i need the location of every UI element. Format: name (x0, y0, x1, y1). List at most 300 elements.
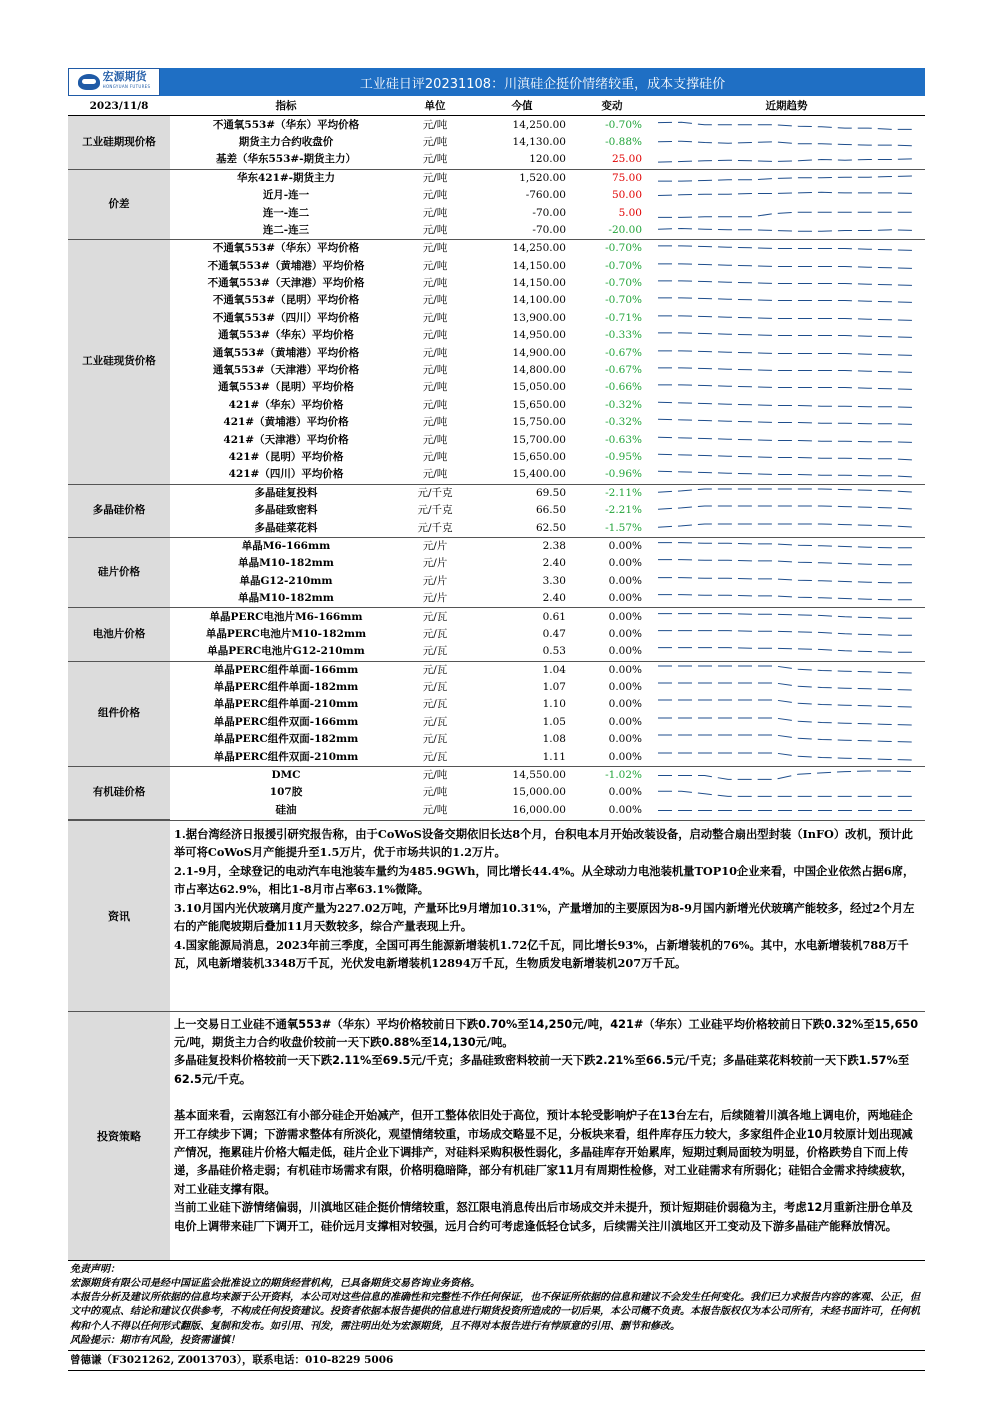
indicator-name: 不通氧553#（华东）平均价格 (170, 240, 402, 258)
unit-cell: 元/片 (422, 557, 448, 570)
value-cell: 1.07 (542, 681, 566, 694)
indicator-name: 单晶G12-210mm (239, 574, 333, 587)
indicator-name: 单晶M10-182mm (238, 592, 334, 605)
header-value: 今值 (468, 98, 576, 116)
trend-sparkline (648, 573, 925, 590)
value-cell: 15,050.00 (512, 381, 566, 394)
unit-cell: 元/片 (402, 537, 468, 555)
change-cell: 0.00% (608, 750, 642, 763)
table-row (68, 116, 925, 134)
value-cell: 2.38 (468, 537, 576, 555)
strategy-paragraph: 基本面来看，云南怒江有小部分硅企开始减产，但开工整体依旧处于高位，预计本轮受影响炉子在13台左右，后续随着川滇各地上调电价，两地硅企开工存续步下调；下游需求整体有所淡化，观望情绪较重，市场成交略显不足，分板块来看，组件库存压力较大，多家组件企业10月较原计划出现减产情况，拖累硅片价格大幅走低，硅片企业下调排产，对硅料采购积极性弱化，多晶硅库存开始累库，短期过剩局面较为明显，价格跌势自下而上传递，多晶硅价格走弱；有机硅市场需求有限，价格明稳暗降，部分有机硅厂家11月有周期性检修，对工业硅需求有所弱化；硅铝合金需求持续疲软，对工业硅支撑有限。 (174, 1109, 913, 1196)
unit-cell: 元/吨 (422, 468, 448, 481)
change-cell: 75.00 (576, 169, 648, 187)
unit-cell: 元/吨 (422, 294, 448, 307)
table-header-row (68, 98, 925, 116)
unit-cell: 元/吨 (422, 277, 448, 290)
trend-sparkline (648, 484, 925, 502)
table-row (68, 169, 925, 187)
table-row (68, 643, 925, 661)
change-cell: 0.00% (608, 803, 642, 816)
trend-line (658, 420, 915, 425)
unit-cell: 元/吨 (422, 329, 448, 342)
value-cell: 15,000.00 (512, 786, 566, 799)
indicator-name: 多晶硅致密料 (254, 504, 318, 517)
table-row (68, 696, 925, 713)
trend-sparkline (648, 169, 925, 187)
trend-sparkline (648, 661, 925, 679)
table-row (68, 802, 925, 819)
change-cell: 0.00% (608, 592, 642, 605)
unit-cell: 元/吨 (422, 451, 448, 463)
trend-line (658, 613, 915, 618)
table-row (68, 731, 925, 748)
analyst-contact: 曾德谦（F3021262, Z0013703），联系电话：010-8229 5006 (68, 1350, 925, 1371)
trend-line (658, 192, 915, 195)
trend-sparkline (648, 258, 925, 275)
indicator-name: 421#（昆明）平均价格 (228, 451, 344, 463)
category-label: 价差 (68, 169, 170, 240)
unit-cell: 元/片 (422, 592, 448, 605)
news-label: 资讯 (68, 821, 170, 1011)
category-label: 多晶硅价格 (68, 484, 170, 537)
table-row (68, 292, 925, 309)
trend-sparkline (648, 362, 925, 379)
trend-sparkline (648, 275, 925, 292)
table-row (68, 626, 925, 643)
table-row (68, 344, 925, 361)
value-cell: 1.08 (542, 733, 566, 746)
unit-cell: 元/瓦 (422, 750, 448, 763)
value-cell: 0.61 (468, 608, 576, 626)
change-cell: 0.00% (576, 608, 648, 626)
table-row (68, 379, 925, 396)
table-row (68, 679, 925, 696)
company-logo (68, 68, 160, 96)
trend-sparkline (648, 519, 925, 537)
unit-cell: 元/瓦 (402, 608, 468, 626)
change-cell: 0.00% (608, 574, 642, 587)
header-unit: 单位 (402, 98, 468, 116)
trend-sparkline (648, 204, 925, 221)
change-cell: -0.70% (576, 240, 648, 258)
unit-cell: 元/吨 (422, 398, 448, 411)
news-paragraph: 3.10月国内光伏玻璃月度产量为227.02万吨，产量环比9月增加10.31%，产量增加的主要原因为8-9月国内新增光伏玻璃产能较多，经过2个月左右的产能爬坡期后叠加11月天数较多，综合产量表现上升。 (174, 900, 915, 934)
trend-sparkline (648, 696, 925, 713)
value-cell: 14,550.00 (468, 766, 576, 784)
change-cell: -0.71% (605, 311, 642, 324)
unit-cell: 元/吨 (402, 169, 468, 187)
change-cell: -1.02% (576, 766, 648, 784)
news-paragraph: 4.国家能源局消息，2023年前三季度，全国可再生能源新增装机1.72亿千瓦，同比增长93%，占新增装机的76%。其中，水电新增装机788万千瓦，风电新增装机3348万千瓦，光伏发电新增装机12894万千瓦，生物质发电新增装机207万千瓦。 (174, 937, 909, 971)
disclaimer-title: 免责声明： (70, 1263, 120, 1275)
header-date: 2023/11/8 (68, 98, 170, 116)
table-row (68, 187, 925, 204)
change-cell: -2.11% (576, 484, 648, 502)
value-cell: 15,700.00 (512, 433, 566, 446)
report-header (68, 68, 925, 96)
change-cell: 0.00% (608, 681, 642, 694)
value-cell: 1.10 (542, 698, 566, 711)
trend-sparkline (648, 310, 925, 327)
value-cell: 14,100.00 (512, 294, 566, 307)
value-cell: 62.50 (535, 521, 566, 534)
trend-line (658, 316, 915, 321)
change-cell: 0.00% (608, 627, 642, 640)
table-row (68, 275, 925, 292)
indicator-name: 单晶PERC电池片M10-182mm (205, 627, 367, 640)
change-cell: -1.57% (605, 521, 642, 534)
indicator-name: 单晶PERC组件单面-182mm (213, 681, 359, 694)
trend-line (658, 700, 915, 707)
change-cell: 0.00% (608, 557, 642, 570)
indicator-name: 不通氧553#（四川）平均价格 (212, 311, 360, 324)
change-cell: -0.70% (605, 277, 642, 290)
value-cell: 0.47 (542, 627, 566, 640)
change-cell: 0.00% (608, 715, 642, 728)
value-cell: 14,950.00 (512, 329, 566, 342)
table-row (68, 484, 925, 502)
unit-cell: 元/吨 (422, 786, 448, 799)
indicator-name: 不通氧553#（昆明）平均价格 (212, 294, 360, 307)
strategy-paragraph: 当前工业硅下游情绪偏弱，川滇地区硅企挺价情绪较重，怒江限电消息传出后市场成交并未提升，预计短期硅价弱稳为主，考虑12月重新注册仓单及电价上调带来硅厂下调开工，硅价远月支撑相对较强，远月合约可考虑逢低轻仓试多，后续需关注川滇地区开工变动及下游多晶硅产能释放情况。 (174, 1201, 913, 1233)
table-row (68, 310, 925, 327)
change-cell: -0.32% (605, 416, 642, 429)
strategy-body (170, 1012, 925, 1260)
value-cell: 1.11 (542, 750, 566, 763)
table-row (68, 222, 925, 240)
unit-cell: 元/吨 (402, 240, 468, 258)
change-cell: -0.32% (605, 398, 642, 411)
report-title: 工业硅日评20231108：川滇硅企挺价情绪较重，成本支撑硅价 (160, 68, 925, 96)
change-cell: -0.95% (605, 451, 642, 463)
unit-cell: 元/吨 (402, 766, 468, 784)
unit-cell: 元/吨 (422, 153, 448, 166)
trend-line (658, 159, 915, 162)
header-indicator: 指标 (170, 98, 402, 116)
value-cell: 14,900.00 (512, 346, 566, 359)
table-row (68, 714, 925, 731)
indicator-name: 连一-连二 (262, 206, 310, 219)
news-body (170, 821, 925, 1011)
indicator-name: 421#（天津港）平均价格 (223, 433, 349, 446)
unit-cell: 元/吨 (422, 346, 448, 359)
trend-sparkline (648, 240, 925, 258)
trend-line (658, 281, 915, 286)
table-row (68, 573, 925, 590)
table-row (68, 134, 925, 151)
trend-sparkline (648, 766, 925, 784)
value-cell: 1.04 (468, 661, 576, 679)
value-cell: 1,520.00 (468, 169, 576, 187)
unit-cell: 元/吨 (422, 433, 448, 446)
table-row (68, 608, 925, 626)
trend-line (658, 368, 915, 373)
table-row (68, 204, 925, 221)
news-paragraph: 2.1-9月，全球登记的电动汽车电池装车量约为485.9GWh，同比增长44.4%。从全球动力电池装机量TOP10企业来看，中国企业依然占据6席，市占率达62.9%，相比1-8月市占率63.1%微降。 (174, 863, 915, 897)
trend-line (658, 560, 915, 565)
trend-line (658, 176, 915, 181)
trend-line (658, 385, 915, 390)
value-cell: 16,000.00 (512, 803, 566, 816)
indicator-name: 单晶PERC电池片G12-210mm (207, 645, 365, 658)
trend-line (658, 212, 915, 217)
trend-sparkline (648, 134, 925, 151)
strategy-section (68, 1011, 925, 1260)
unit-cell: 元/瓦 (422, 715, 448, 728)
trend-sparkline (648, 802, 925, 819)
unit-cell: 元/千克 (417, 521, 453, 534)
unit-cell: 元/吨 (422, 416, 448, 429)
table-row (68, 766, 925, 784)
table-row (68, 327, 925, 344)
unit-cell: 元/吨 (422, 223, 448, 236)
trend-line (658, 524, 915, 527)
value-cell: 15,650.00 (512, 451, 566, 463)
category-label: 硅片价格 (68, 537, 170, 608)
trend-sparkline (648, 116, 925, 134)
change-cell: -0.67% (605, 364, 642, 377)
value-cell: 1.05 (542, 715, 566, 728)
trend-sparkline (648, 397, 925, 414)
indicator-name: 单晶PERC组件单面-210mm (213, 698, 359, 711)
trend-line (658, 683, 915, 690)
indicator-name: 通氧553#（黄埔港）平均价格 (212, 346, 360, 359)
trend-line (658, 577, 915, 582)
trend-line (658, 595, 915, 600)
change-cell: -0.70% (576, 116, 648, 134)
trend-line (658, 246, 915, 251)
trend-line (658, 489, 915, 492)
unit-cell: 元/瓦 (422, 698, 448, 711)
category-label: 电池片价格 (68, 608, 170, 661)
indicator-name: 硅油 (275, 803, 297, 816)
news-paragraph: 1.据台湾经济日报援引研究报告称，由于CoWoS设备交期依旧长达8个月，台积电本月开始改装设备，启动整合扇出型封装（InFO）改机，预计此举可将CoWoS月产能提升至1.5万片，优于市场共识的1.2万片。 (174, 826, 913, 860)
strategy-label: 投资策略 (68, 1012, 170, 1260)
change-cell: 0.00% (576, 661, 648, 679)
strategy-paragraph: 多晶硅复投料价格较前一天下跌2.11%至69.5元/千克；多晶硅致密料较前一天下跌2.21%至66.5元/千克；多晶硅菜花料较前一天下跌1.57%至62.5元/千克。 (174, 1054, 910, 1086)
strategy-paragraph: 上一交易日工业硅不通氧553#（华东）平均价格较前日下跌0.70%至14,250元/吨，421#（华东）工业硅平均价格较前日下跌0.32%至15,650元/吨，期货主力合约收盘价较前一天下跌0.88%至14,130元/吨。 (174, 1017, 919, 1049)
trend-line (658, 648, 915, 653)
table-row (68, 431, 925, 448)
change-cell: 5.00 (618, 206, 642, 219)
table-row (68, 502, 925, 519)
unit-cell: 元/瓦 (422, 627, 448, 640)
trend-sparkline (648, 748, 925, 766)
unit-cell: 元/千克 (402, 484, 468, 502)
indicator-name: 不通氧553#（黄埔港）平均价格 (207, 259, 365, 272)
change-cell: 0.00% (608, 645, 642, 658)
unit-cell: 元/吨 (422, 135, 448, 148)
trend-line (658, 543, 915, 548)
trend-sparkline (648, 679, 925, 696)
value-cell: -760.00 (525, 189, 566, 202)
trend-sparkline (648, 784, 925, 801)
trend-sparkline (648, 151, 925, 169)
trend-sparkline (648, 222, 925, 240)
change-cell: -2.21% (605, 504, 642, 517)
unit-cell: 元/千克 (417, 504, 453, 517)
value-cell: -70.00 (532, 223, 566, 236)
trend-sparkline (648, 187, 925, 204)
category-label: 工业硅期现价格 (68, 116, 170, 169)
indicator-name: 近月-连一 (262, 189, 310, 202)
change-cell: -0.67% (605, 346, 642, 359)
trend-sparkline (648, 555, 925, 572)
indicator-name: 单晶PERC组件双面-210mm (213, 750, 359, 763)
value-cell: -70.00 (532, 206, 566, 219)
trend-line (658, 753, 915, 760)
indicator-name: 单晶PERC电池片M6-166mm (170, 608, 402, 626)
disclaimer-line: 风险提示：期市有风险，投资需谨慎！ (70, 1335, 240, 1346)
unit-cell: 元/瓦 (402, 661, 468, 679)
logo-name: 宏源期货 (102, 70, 147, 83)
trend-line (658, 298, 915, 303)
value-cell: 14,150.00 (512, 277, 566, 290)
trend-line (658, 735, 915, 742)
unit-cell: 元/吨 (422, 259, 448, 272)
trend-line (658, 631, 915, 636)
trend-line (658, 228, 915, 231)
unit-cell: 元/吨 (422, 311, 448, 324)
disclaimer-line: 宏源期货有限公司是经中国证监会批准设立的期货经营机构，已具备期货交易咨询业务资格。 (70, 1277, 480, 1289)
category-label: 有机硅价格 (68, 766, 170, 819)
trend-line (658, 454, 915, 460)
indicator-name: 单晶PERC组件双面-182mm (213, 733, 359, 746)
value-cell: 14,800.00 (512, 364, 566, 377)
value-cell: 15,650.00 (512, 398, 566, 411)
trend-sparkline (648, 643, 925, 661)
value-cell: 3.30 (542, 574, 566, 587)
change-cell: 0.00% (608, 786, 642, 799)
trend-sparkline (648, 431, 925, 448)
change-cell: -0.70% (605, 294, 642, 307)
indicator-name: 通氧553#（昆明）平均价格 (218, 381, 354, 394)
trend-line (658, 666, 915, 673)
indicator-name: 107胶 (269, 786, 303, 799)
value-cell: 15,750.00 (512, 416, 566, 429)
table-row (68, 397, 925, 414)
trend-line (658, 771, 915, 779)
indicator-name: DMC (170, 766, 402, 784)
value-cell: 14,250.00 (468, 116, 576, 134)
logo-sub: HONGYUAN FUTURES (102, 84, 151, 89)
unit-cell: 元/瓦 (422, 681, 448, 694)
indicator-name: 多晶硅菜花料 (254, 521, 318, 534)
table-row (68, 466, 925, 484)
indicator-name: 不通氧553#（华东）平均价格 (170, 116, 402, 134)
table-row (68, 151, 925, 169)
value-cell: 14,150.00 (512, 259, 566, 272)
trend-sparkline (648, 414, 925, 431)
trend-line (658, 141, 915, 146)
change-cell: -0.63% (605, 433, 642, 446)
value-cell: 14,250.00 (468, 240, 576, 258)
unit-cell: 元/瓦 (422, 645, 448, 658)
trend-sparkline (648, 502, 925, 519)
change-cell: 0.00% (608, 698, 642, 711)
trend-line (658, 333, 915, 338)
indicator-name: 通氧553#（天津港）平均价格 (212, 364, 360, 377)
trend-line (658, 472, 915, 478)
trend-sparkline (648, 731, 925, 748)
price-table (68, 98, 925, 820)
trend-line (658, 402, 915, 407)
trend-sparkline (648, 466, 925, 484)
indicator-name: 期货主力合约收盘价 (238, 135, 334, 148)
unit-cell: 元/吨 (422, 381, 448, 394)
change-cell: 50.00 (611, 189, 642, 202)
unit-cell: 元/吨 (402, 116, 468, 134)
indicator-name: 单晶M10-182mm (238, 557, 334, 570)
indicator-name: 通氧553#（华东）平均价格 (218, 329, 354, 342)
table-row (68, 258, 925, 275)
table-row (68, 449, 925, 466)
indicator-name: 单晶PERC组件单面-166mm (170, 661, 402, 679)
unit-cell: 元/吨 (422, 189, 448, 202)
change-cell: 0.00% (608, 733, 642, 746)
indicator-name: 不通氧553#（天津港）平均价格 (207, 277, 365, 290)
trend-sparkline (648, 292, 925, 309)
indicator-name: 基差（华东553#-期货主力） (215, 153, 357, 166)
indicator-name: 连二-连三 (262, 223, 310, 236)
trend-sparkline (648, 449, 925, 466)
trend-sparkline (648, 537, 925, 555)
change-cell: 25.00 (611, 153, 642, 166)
disclaimer-line: 本报告分析及建议所依据的信息均来源于公开资料，本公司对这些信息的准确性和完整性不作任何保证，也不保证所依据的信息和建议不会发生任何变化。我们已力求报告内容的客观、公正，但文中的观点、结论和建议仅供参考，不构成任何投资建议。投资者依据本报告提供的信息进行期货投资所造成的一切后果，本公司概不负责。本报告版权仅为本公司所有，未经书面许可，任何机构和个人不得以任何形式翻版、复制和发布。如引用、刊发，需注明出处为宏源期货，且不得对本报告进行有悖原意的引用、删节和修改。 (70, 1292, 920, 1332)
trend-sparkline (648, 714, 925, 731)
trend-line (658, 437, 915, 442)
unit-cell: 元/吨 (422, 206, 448, 219)
table-row (68, 555, 925, 572)
trend-sparkline (648, 608, 925, 626)
indicator-name: 多晶硅复投料 (170, 484, 402, 502)
indicator-name: 421#（黄埔港）平均价格 (223, 416, 349, 429)
trend-sparkline (648, 344, 925, 361)
category-label: 组件价格 (68, 661, 170, 766)
indicator-name: 421#（四川）平均价格 (228, 468, 344, 481)
change-cell: -0.33% (605, 329, 642, 342)
indicator-name: 421#（华东）平均价格 (228, 398, 344, 411)
table-row (68, 661, 925, 679)
table-row (68, 519, 925, 537)
change-cell: -0.66% (605, 381, 642, 394)
news-section (68, 820, 925, 1011)
value-cell: 66.50 (535, 504, 566, 517)
change-cell: -0.70% (605, 259, 642, 272)
report-page (68, 68, 925, 1371)
value-cell: 2.40 (542, 592, 566, 605)
table-row (68, 537, 925, 555)
table-row (68, 748, 925, 766)
change-cell: -0.88% (605, 135, 642, 148)
indicator-name: 华东421#-期货主力 (170, 169, 402, 187)
trend-line (658, 264, 915, 269)
header-change: 变动 (576, 98, 648, 116)
change-cell: 0.00% (576, 537, 648, 555)
table-row (68, 590, 925, 608)
table-row (68, 362, 925, 379)
trend-sparkline (648, 379, 925, 396)
trend-sparkline (648, 590, 925, 608)
trend-line (658, 351, 915, 356)
unit-cell: 元/吨 (422, 364, 448, 377)
trend-line (658, 122, 915, 129)
value-cell: 15,400.00 (512, 468, 566, 481)
change-cell: -20.00 (608, 223, 642, 236)
change-cell: -0.96% (605, 468, 642, 481)
trend-line (658, 506, 915, 509)
